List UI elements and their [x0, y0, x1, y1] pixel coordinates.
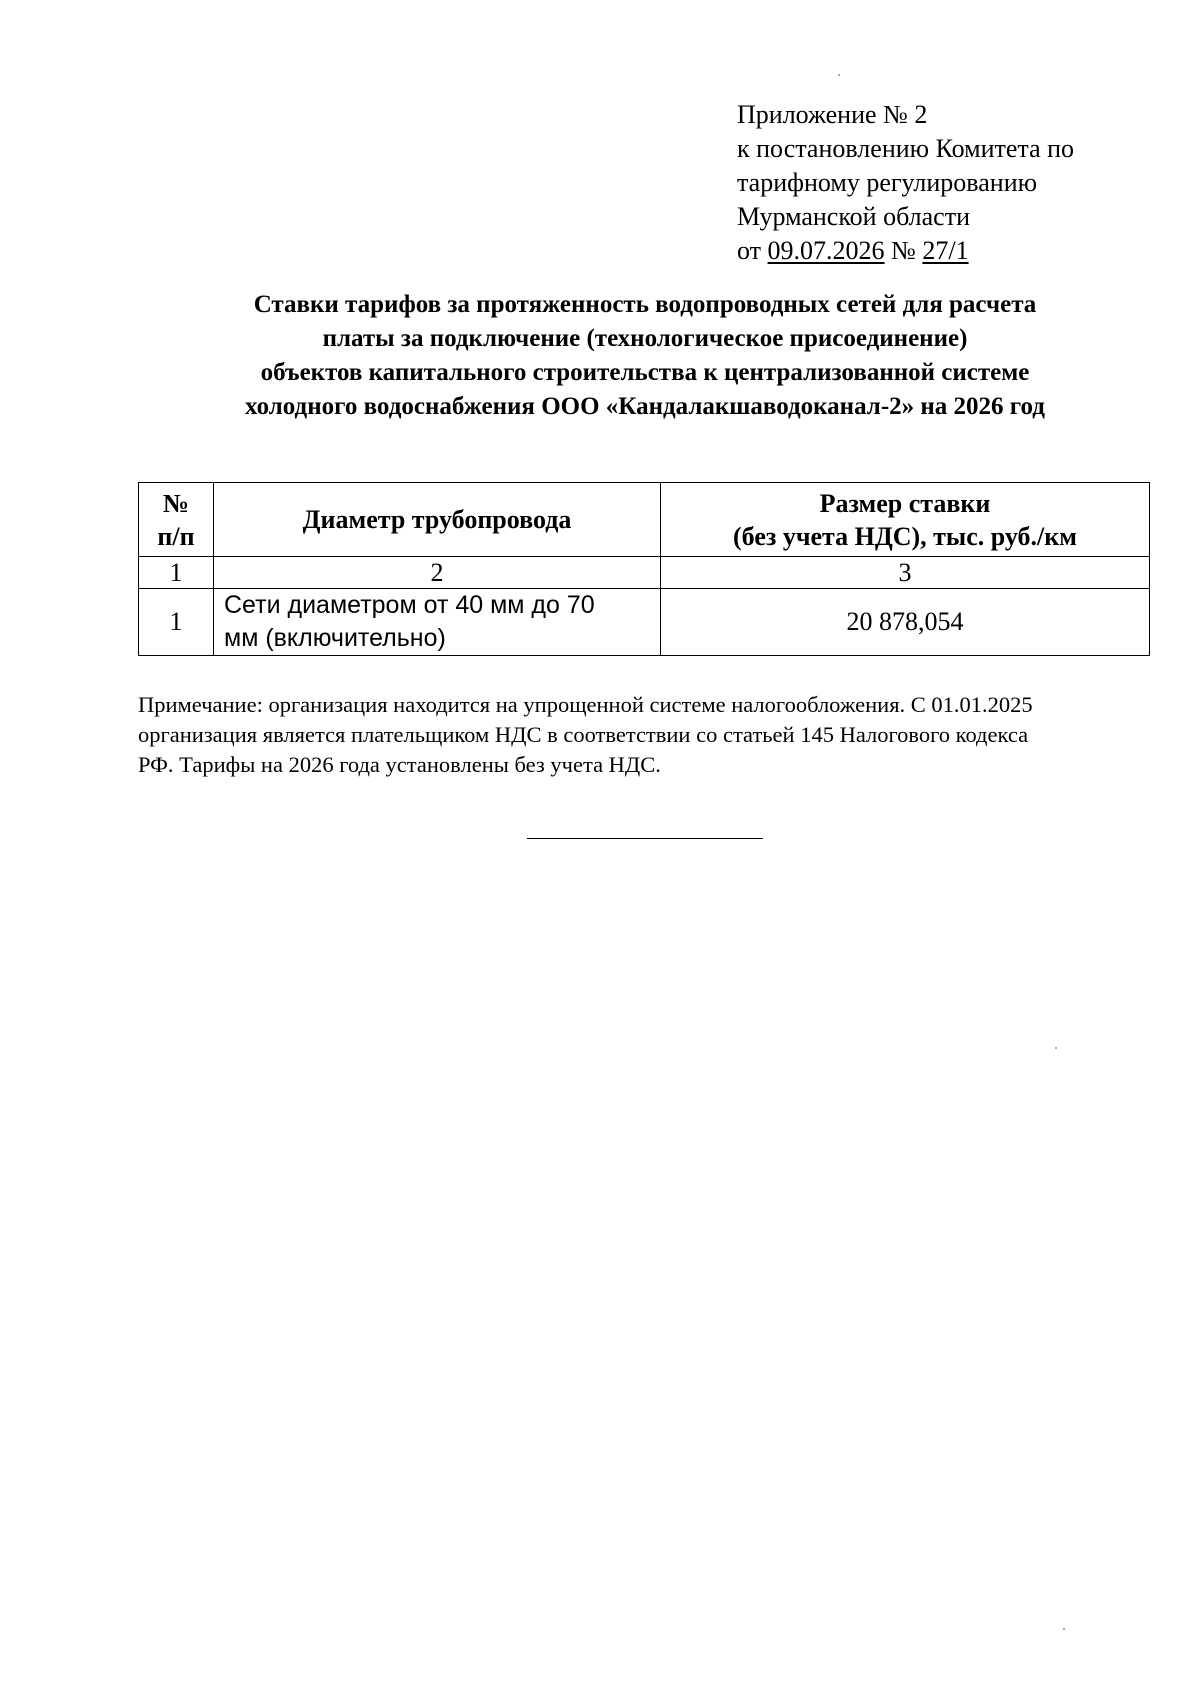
document-title: [130, 288, 1160, 424]
scan-speck: [1055, 1047, 1057, 1049]
row-rate-value: 20 878,054: [661, 589, 1150, 656]
title-line-1: Ставки тарифов за протяженность водопроводных сетей для расчета: [253, 291, 1037, 318]
column-number-row: [139, 557, 1150, 589]
row-diameter: [214, 589, 661, 656]
column-number-2: 2: [214, 557, 661, 589]
note: [138, 690, 1150, 780]
note-line-3: РФ. Тарифы на 2026 года установлены без учета НДС.: [138, 752, 661, 777]
table-header-row: [139, 483, 1150, 557]
appendix-date: 09.07.2026: [767, 236, 885, 265]
scan-speck: [838, 74, 840, 76]
title-line-2: платы за подключение (технологическое присоединение): [322, 325, 968, 352]
table-row: [139, 589, 1150, 656]
appendix-line-3: тарифному регулированию: [737, 168, 1038, 197]
note-line-2: организация является плательщиком НДС в соответствии со статьей 145 Налогового кодекса: [138, 722, 1029, 747]
header-diameter: Диаметр трубопровода: [214, 483, 661, 557]
row-diameter-line-1: Сети диаметром от 40 мм до 70: [224, 591, 595, 619]
note-line-1: Примечание: организация находится на упрощенной системе налогообложения. С 01.01.2025: [138, 692, 1033, 717]
appendix-line-4: Мурманской области: [737, 202, 970, 231]
tariff-table: [138, 482, 1150, 656]
row-number: 1: [139, 589, 214, 656]
title-line-4: холодного водоснабжения ООО «Кандалакшаводоканал-2» на 2026 год: [245, 393, 1045, 420]
row-diameter-line-2: мм (включительно): [224, 624, 446, 652]
appendix-line-2: к постановлению Комитета по: [737, 134, 1075, 163]
header-num-line-1: №: [162, 488, 190, 518]
header-rate: [661, 483, 1150, 557]
appendix-header: [737, 98, 1157, 268]
column-number-1: 1: [139, 557, 214, 589]
appendix-date-line: [737, 234, 1157, 268]
header-rate-line-2: (без учета НДС), тыс. руб./км: [733, 521, 1077, 551]
appendix-number-sign: №: [891, 236, 916, 265]
title-line-3: объектов капитального строительства к централизованной системе: [260, 359, 1030, 386]
appendix-line-1: Приложение № 2: [737, 100, 928, 129]
header-rate-line-1: Размер ставки: [819, 488, 991, 518]
header-num-line-2: п/п: [157, 521, 195, 551]
column-number-3: 3: [661, 557, 1150, 589]
header-num: [139, 483, 214, 557]
appendix-date-prefix: от: [737, 236, 762, 265]
end-divider: [527, 838, 763, 839]
appendix-number: 27/1: [922, 236, 969, 265]
scan-speck: [1063, 1628, 1065, 1630]
